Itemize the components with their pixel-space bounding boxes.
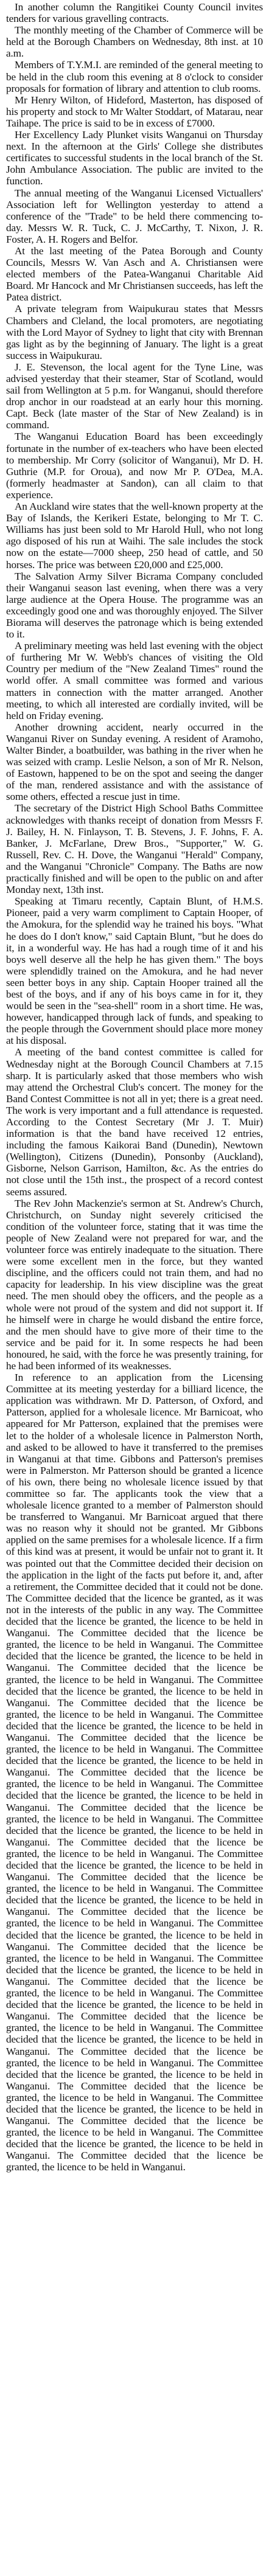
news-paragraph-mackenzie-sermon: The Rev John Mackenzie's sermon at St. Andrew's Church, Christchurch, on Sunday night severely criticised the condition of the volunteer force, stating that it was time the people of New Zealand were not prepared for war, and the volunteer force was entirely inadequate to the situation. There were some excellent men in the force, but they wanted discipline, and the officers could not train them, and had no capacity for leadership. In his view discipline was the great need. The men should obey the officers, and the people as a whole were not proud of the system and did not support it. If he himself were in charge he would disband the entire force, and the men should have to give more of their time to the service and be paid for it. In some respects he had been honoured, he said, with the force he was presently training, for he had been informed of its weaknesses. bbox=[6, 1197, 263, 1372]
news-paragraph-band-contest: A meeting of the band contest committee is called for Wednesday night at the Borough Council Chambers at 7.15 sharp. It is particularly asked that those members who wish may attend the Orchestral Club's concert. The money for the Band Contest Committee is not all in yet; there is a great need. The work is very important and a full attendance is requested. According to the Contest Secretary (Mr J. T. Muir) information is that the band have received 12 entries, including the famous Kaikorai Band (Dunedin), Newtown (Wellington), Citizens (Dunedin), Ponsonby (Auckland), Gisborne, Nelson Garrison, Hamilton, &c. As the entries do not close until the 15th inst., the prospect of a record contest seems assured. bbox=[6, 1046, 263, 1198]
news-paragraph-salvation-army-biorama: The Salvation Army Silver Bicrama Company concluded their Wanganui season last evening, when there was a very large audience at the Opera House. The programme was an exceedingly good one and was thoroughly enjoyed. The Silver Biorama will deserves the patronage which is being extended to it. bbox=[6, 570, 263, 641]
news-paragraph-tymi-meeting: Members of T.Y.M.I. are reminded of the general meeting to be held in the club room this evening at 8 o'clock to consider proposals for formation of library and attention to club rooms. bbox=[6, 59, 263, 94]
news-paragraph-education-board: The Wanganui Education Board has been exceedingly fortunate in the number of ex-teachers who have been elected to membership. Mr Corry (solicitor of Wanganui), Mr D. H. Guthrie (M.P. for Oroua), and now Mr P. O'Dea, M.A. (formerly headmaster at Sandon), can all claim to that experience. bbox=[6, 431, 263, 501]
news-paragraph-patea-councils: At the last meeting of the Patea Borough and County Councils, Messrs W. Van Asch and A. Christiansen were elected members of the Patea-Wanganui Charitable Aid Board. Mr Hancock and Mr Christiansen succeeds, has left the Patea district. bbox=[6, 245, 263, 304]
news-paragraph-chamber-of-commerce: The monthly meeting of the Chamber of Commerce will be held at the Borough Chambers on Wednesday, 8th inst. at 10 a.m. bbox=[6, 24, 263, 60]
news-paragraph-baths-committee: The secretary of the District High School Baths Committee acknowledges with thanks receipt of donation from Messrs F. J. Bailey, H. N. Finlayson, T. B. Stevens, J. F. Johns, F. A. Banker, J. McFarlane, Drew Bros., "Supporter," W. G. Russell, Rev. C. H. Dove, the Wanganui "Herald" Company, and the Wanganui "Chronicle" Company. The Baths are now practically finished and will be open to the public on and after Monday next, 13th inst. bbox=[6, 802, 263, 896]
news-paragraph-drowning-accident: Another drowning accident, nearly occurred in the Wanganui River on Sunday evening. A resident of Aramoho, Walter Binder, a boatbuilder, was bathing in the river when he was seized with cramp. Leslie Nelson, a son of Mr R. Nelson, of Eastown, happened to be on the spot and seeing the danger of the man, rendered assistance and with the assistance of some others, effected a rescue just in time. bbox=[6, 721, 263, 803]
news-paragraph-licensing-committee: In reference to an application from the Licensing Committee at its meeting yesterday for a billiard licence, the application was withdrawn. Mr D. Patterson, of Oxford, and Patterson, applied for a wholesale licence. Mr Barnicoat, who appeared for Mr Patterson, explained that the premises were let to the holder of a wholesale licence in Palmerston North, and asked to be allowed to have it transferred to the premises in Wanganui at that time. Gibbons and Patterson's premises were in Palmerston. Mr Patterson should be granted a licence of his own, there being no wholesale licence issued by that committee so far. The applicants took the view that a wholesale licence granted to a member of Palmerston should be transferred to Wanganui. Mr Barnicoat argued that there was no reason why it should not be granted. Mr Gibbons applied on the same premises for a wholesale licence. If a firm of this kind was at present, it would be unfair not to grant it. It was pointed out that the Committee decided their decision on the application in the light of the facts put before it, and, after a retirement, the Committee decided that it could not be done. The Committee decided that the licence be granted, as it was not in the interests of the public in any way. The Committee decided that the licence be granted, the licence to be held in Wanganui. The Committee decided that the licence be granted, the licence to be held in Wanganui. The Committee decided that the licence be granted, the licence to be held in Wanganui. The Committee decided that the licence be granted, the licence to be held in Wanganui. The Committee decided that the licence be granted, the licence to be held in Wanganui. The Committee decided that the licence be granted, the licence to be held in Wanganui. The Committee decided that the licence be granted, the licence to be held in Wanganui. The Committee decided that the licence be granted, the licence to be held in Wanganui. The Committee decided that the licence be granted, the licence to be held in Wanganui. The Committee decided that the licence be granted, the licence to be held in Wanganui. The Committee decided that the licence be granted, the licence to be held in Wanganui. The Committee decided that the licence be granted, the licence to be held in Wanganui. The Committee decided that the licence be granted, the licence to be held in Wanganui. The Committee decided that the licence be granted, the licence to be held in Wanganui. The Committee decided that the licence be granted, the licence to be held in Wanganui. The Committee decided that the licence be granted, the licence to be held in Wanganui. The Committee decided that the licence be granted, the licence to be held in Wanganui. The Committee decided that the licence be granted, the licence to be held in Wanganui. The Committee decided that the licence be granted, the licence to be held in Wanganui. The Committee decided that the licence be granted, the licence to be held in Wanganui. The Committee decided that the licence be granted, the licence to be held in Wanganui. The Committee decided that the licence be granted, the licence to be held in Wanganui. The Committee decided that the licence be granted, the licence to be held in Wanganui. The Committee decided that the licence be granted, the licence to be held in Wanganui. The Committee decided that the licence be granted, the licence to be held in Wanganui. The Committee decided that the licence be granted, the licence to be held in Wanganui. The Committee decided that the licence be granted, the licence to be held in Wanganui. The Committee decided that the licence be granted, the licence to be held in Wanganui. The Committee decided that the licence be granted, the licence to be held in Wanganui. The Committee decided that the licence be granted, the licence to be held in Wanganui. The Committee decided that the licence be granted, the licence to be held in Wanganui. The Committee decided that the licence be granted, the licence to be held in Wanganui. bbox=[6, 1372, 263, 2173]
news-paragraph-captain-blunt: Speaking at Timaru recently, Captain Blunt, of H.M.S. Pioneer, paid a very warm compliment to Captain Hooper, of the Amokura, for the splendid way he trained his boys. "What he does do I don't know," said Captain Blunt, "but he does do it, in a wonderful way. He has had a rough time of it and his boys well deserve all the help he has given them." The boys were splendidly trained on the Amokura, and he had never seen better boys in any ship. Captain Hooper trained all the best of the boys, and if any of his boys came in for it, they would be seen in the "sea-shell" room in a short time. He was, however, handicapped through lack of funds, and speaking to the people through the Government should place more money at his disposal. bbox=[6, 895, 263, 1047]
news-paragraph-star-of-scotland: J. E. Stevenson, the local agent for the Tyne Line, was advised yesterday that their steamer, Star of Scotland, would sail from Wellington at 5 p.m. for Wanganui, should therefore drop anchor in our roadstead at an early hour this morning. Capt. Beck (late master of the Star of New Zealand) is in command. bbox=[6, 361, 263, 431]
news-paragraph-wilton-property-sale: Mr Henry Wilton, of Hideford, Masterton, has disposed of his property and stock to Mr Walter Stoddart, of Matarau, near Taihape. The price is said to be in excess of £7000. bbox=[6, 94, 263, 129]
news-paragraph-webb-meeting: A preliminary meeting was held last evening with the object of furthering Mr W. Webb's chances of visiting the Old Country per medium of the "New Zealand Times" round the world offer. A small committee was formed and various matters in connection with the matter arranged. Another meeting, to which all interested are cordially invited, will be held on Friday evening. bbox=[6, 640, 263, 721]
news-paragraph-lady-plunket-visit: Her Excellency Lady Plunket visits Wanganui on Thursday next. In the afternoon at the Girls' College she distributes certificates to successful students in the local branch of the St. John Ambulance Association. The public are invited to the function. bbox=[6, 129, 263, 187]
news-paragraph-licensed-victuallers: The annual meeting of the Wanganui Licensed Victuallers' Association left for Wellington yesterday to attend a conference of the "Trade" to be held there commencing to-day. Messrs W. R. Tuck, C. J. McCarthy, T. Nixon, J. R. Foster, A. H. Rogers and Belfor. bbox=[6, 187, 263, 245]
news-paragraph-kerikeri-estate: An Auckland wire states that the well-known property at the Bay of Islands, the Kerikeri Estate, belonging to Mr T. C. Williams has just been sold to Mr Harold Hull, who not long ago disposed of his run at Waihi. The sale includes the stock now on the estate—7000 sheep, 250 head of cattle, and 50 horses. The price was between £20,000 and £25,000. bbox=[6, 501, 263, 571]
news-paragraph-rangitikei-tenders: In another column the Rangitikei County Council invites tenders for various gravelling contracts. bbox=[6, 1, 263, 25]
news-paragraph-waipukurau-telegram: A private telegram from Waipukurau states that Messrs Chambers and Cleland, the local promoters, are negotiating with the Lord Mayor of Sydney to light that city with Brennan gas light as by the beginning of January. The light is a great success in Waipukurau. bbox=[6, 303, 263, 361]
